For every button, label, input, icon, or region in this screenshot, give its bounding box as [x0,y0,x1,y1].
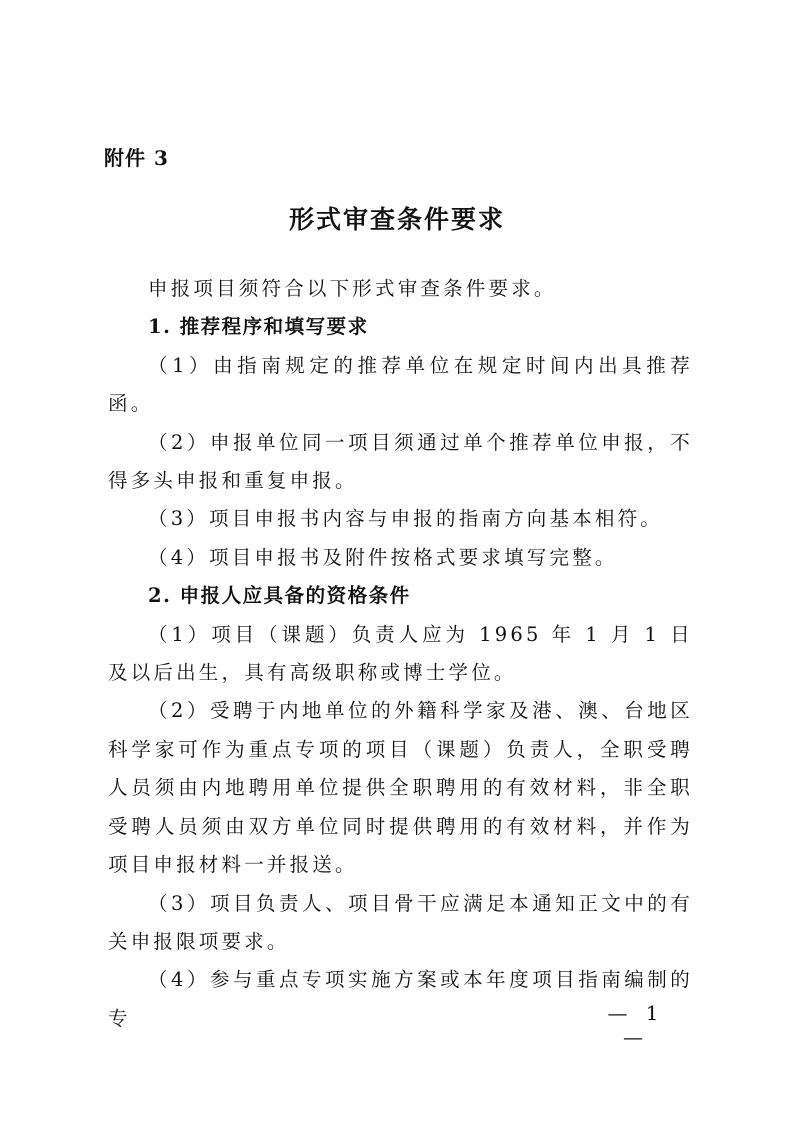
paragraph-1-4: （4）项目申报书及附件按格式要求填写完整。 [148,545,618,569]
paragraph-1-1: （1）由指南规定的推荐单位在规定时间内出具推荐函。 [108,353,693,416]
paragraph-2-3: （3）项目负责人、项目骨干应满足本通知正文中的有关申报限项要求。 [108,891,693,953]
section-heading-1: 1. 推荐程序和填写要求 [148,315,369,339]
page-number: — 1 — [607,1001,665,1049]
attachment-label: 附件 3 [104,146,169,170]
document-title: 形式审查条件要求 [288,205,505,234]
paragraph-2-2: （2）受聘于内地单位的外籍科学家及港、澳、台地区科学家可作为重点专项的项目（课题）负责人，全职受聘人员须由内地聘用单位提供全职聘用的有效材料，非全职受聘人员须由双方单位同时提供聘用的有效材料，并作为项目申报材料一并报送。 [108,699,693,877]
paragraph-2-4: （4）参与重点专项实施方案或本年度项目指南编制的专 [108,968,693,1030]
intro-paragraph: 申报项目须符合以下形式审查条件要求。 [148,277,557,300]
document-body [108,270,693,1038]
section-heading-2: 2. 申报人应具备的资格条件 [148,584,411,608]
paragraph-2-1: （1）项目（课题）负责人应为 1965 年 1 月 1 日及以后出生，具有高级职称或博士学位。 [108,622,693,685]
paragraph-1-2: （2）申报单位同一项目须通过单个推荐单位申报，不得多头申报和重复申报。 [108,430,693,493]
paragraph-1-3: （3）项目申报书内容与申报的指南方向基本相符。 [148,507,664,531]
